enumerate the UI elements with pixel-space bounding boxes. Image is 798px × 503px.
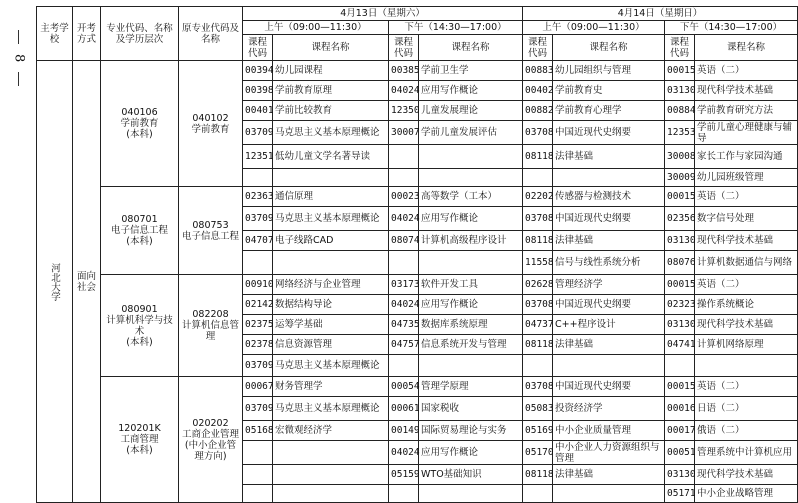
- course-name: 中国近现代史纲要: [553, 377, 665, 397]
- course-code: 03130: [665, 315, 695, 335]
- table-row: [37, 377, 798, 397]
- course-name: 现代科学技术基础: [695, 81, 798, 101]
- course-code: 00015: [665, 377, 695, 397]
- course-code: 00398: [243, 81, 273, 101]
- course-name: 操作系统概论: [695, 295, 798, 315]
- course-name: 国际贸易理论与实务: [419, 421, 523, 441]
- course-name: 运筹学基础: [273, 315, 389, 335]
- course-code: 03708: [523, 377, 553, 397]
- original-major-line: 电子信息工程: [181, 230, 239, 242]
- course-code: 30009: [665, 169, 695, 187]
- major-cell: [101, 61, 179, 187]
- course-code: [243, 485, 273, 503]
- course-name: 马克思主义基本原理概论: [273, 207, 389, 231]
- original-major-line: (中小企业管理方向): [184, 439, 237, 462]
- course-code: [389, 251, 419, 275]
- table-row: [37, 187, 798, 207]
- header-day1-am: 上午（09:00—11:30）: [243, 21, 389, 35]
- course-name: 应用写作概论: [419, 441, 523, 465]
- major-cell: [101, 275, 179, 377]
- course-name: 中国近现代史纲要: [553, 207, 665, 231]
- course-name: 中小企业人力资源组织与管理: [553, 441, 665, 465]
- course-code: [243, 465, 273, 485]
- course-code: 00061: [389, 397, 419, 421]
- course-code: 04741: [665, 335, 695, 355]
- course-name: 宏微观经济学: [273, 421, 389, 441]
- major-line: (本科): [126, 445, 153, 456]
- original-major-line: 工商企业管理: [181, 428, 239, 440]
- course-code: 00051: [665, 441, 695, 465]
- course-code: [389, 169, 419, 187]
- course-code: 03709: [243, 397, 273, 421]
- course-name: [419, 355, 523, 377]
- course-code: 00402: [523, 81, 553, 101]
- course-code: 02363: [243, 187, 273, 207]
- original-major-line: 020202: [192, 417, 229, 429]
- course-name: [273, 441, 389, 465]
- course-code: 05171: [665, 485, 695, 503]
- course-name: [553, 169, 665, 187]
- course-name: 学前教育原理: [273, 81, 389, 101]
- course-code: 04757: [389, 335, 419, 355]
- original-major-cell: [179, 275, 243, 377]
- original-major-line: 040102: [192, 112, 229, 124]
- course-name: 英语（二）: [695, 275, 798, 295]
- course-name: [419, 485, 523, 503]
- course-code: 04024: [389, 295, 419, 315]
- course-name: 电子线路CAD: [273, 231, 389, 251]
- course-name: 计算机高级程序设计: [419, 231, 523, 251]
- course-name: 法律基础: [553, 335, 665, 355]
- header-school: 主考学校: [37, 7, 73, 61]
- course-code: 12353: [665, 121, 695, 145]
- course-name: 家长工作与家园沟通: [695, 145, 798, 169]
- course-name: 英语（二）: [695, 61, 798, 81]
- course-name: 通信原理: [273, 187, 389, 207]
- course-code: 00015: [665, 275, 695, 295]
- course-name: 现代科学技术基础: [695, 465, 798, 485]
- header-original-major: 原专业代码及名称: [179, 7, 243, 61]
- course-name: 管理经济学: [553, 275, 665, 295]
- course-code: 05159: [389, 465, 419, 485]
- major-cell: [101, 187, 179, 275]
- major-cell: [101, 377, 179, 503]
- course-name: 英语（二）: [695, 377, 798, 397]
- course-name: 高等数学（工本）: [419, 187, 523, 207]
- header-course-name: 课程名称: [553, 35, 665, 61]
- course-name: 信息系统开发与管理: [419, 335, 523, 355]
- course-code: 04737: [523, 315, 553, 335]
- header-code: 课程代码: [243, 35, 273, 61]
- course-name: 软件开发工具: [419, 275, 523, 295]
- course-name: 马克思主义基本原理概论: [273, 121, 389, 145]
- course-name: 学前教育史: [553, 81, 665, 101]
- course-code: 00883: [523, 61, 553, 81]
- course-code: [665, 355, 695, 377]
- course-name: 法律基础: [553, 145, 665, 169]
- course-code: 12350: [389, 101, 419, 121]
- school-name: 河北大学: [37, 61, 73, 503]
- header-day-1: 4月13日（星期六）: [243, 7, 523, 21]
- course-code: 00385: [389, 61, 419, 81]
- major-line: 080701: [121, 214, 158, 225]
- course-name: C++程序设计: [553, 315, 665, 335]
- course-code: [389, 355, 419, 377]
- course-name: [273, 485, 389, 503]
- course-code: 30007: [389, 121, 419, 145]
- course-name: [419, 251, 523, 275]
- header-code: 课程代码: [665, 35, 695, 61]
- course-name: 管理学原理: [419, 377, 523, 397]
- course-name: 学前儿童心理健康与辅导: [695, 121, 798, 145]
- course-code: [243, 441, 273, 465]
- header-course-name: 课程名称: [419, 35, 523, 61]
- course-code: 08118: [523, 335, 553, 355]
- major-line: (本科): [126, 336, 153, 348]
- course-name: 数据结构导论: [273, 295, 389, 315]
- course-code: 08118: [523, 231, 553, 251]
- course-code: 03708: [523, 121, 553, 145]
- course-code: [523, 355, 553, 377]
- course-name: 幼儿园班级管理: [695, 169, 798, 187]
- header-code: 课程代码: [389, 35, 419, 61]
- course-name: 现代科学技术基础: [695, 315, 798, 335]
- course-name: 马克思主义基本原理概论: [273, 397, 389, 421]
- course-name: 应用写作概论: [419, 207, 523, 231]
- original-major-cell: [179, 377, 243, 503]
- schedule-body: [37, 61, 798, 503]
- course-code: 12351: [243, 145, 273, 169]
- course-code: 00067: [243, 377, 273, 397]
- course-code: [523, 169, 553, 187]
- course-name: 管理系统中计算机应用: [695, 441, 798, 465]
- table-row: [37, 61, 798, 81]
- course-code: 00017: [665, 421, 695, 441]
- course-name: 法律基础: [553, 465, 665, 485]
- course-code: 02378: [243, 335, 273, 355]
- header-day-2: 4月14日（星期日）: [523, 7, 798, 21]
- major-line: 电子信息工程: [110, 225, 168, 236]
- header-day2-am: 上午（09:00—11:30）: [523, 21, 665, 35]
- course-code: 02628: [523, 275, 553, 295]
- course-name: 计算机网络原理: [695, 335, 798, 355]
- course-code: 03708: [523, 295, 553, 315]
- course-code: 03130: [665, 465, 695, 485]
- course-name: 数字信号处理: [695, 207, 798, 231]
- course-name: 信号与线性系统分析: [553, 251, 665, 275]
- course-code: 08076: [665, 251, 695, 275]
- course-name: 儿童发展理论: [419, 101, 523, 121]
- course-code: 02202: [523, 187, 553, 207]
- course-code: 03130: [665, 81, 695, 101]
- course-name: [695, 355, 798, 377]
- course-name: 应用写作概论: [419, 295, 523, 315]
- course-code: 08074: [389, 231, 419, 251]
- course-code: 03709: [243, 121, 273, 145]
- course-name: 低幼儿童文学名著导读: [273, 145, 389, 169]
- major-line: 学前教育: [120, 118, 159, 129]
- original-major-line: 080753: [192, 219, 229, 231]
- header-course-name: 课程名称: [273, 35, 389, 61]
- header-day1-pm: 下午（14:30—17:00）: [389, 21, 523, 35]
- course-name: 学前卫生学: [419, 61, 523, 81]
- course-name: 中国近现代史纲要: [553, 121, 665, 145]
- course-name: 日语（二）: [695, 397, 798, 421]
- course-code: 00882: [523, 101, 553, 121]
- course-code: 00016: [665, 397, 695, 421]
- course-code: 04735: [389, 315, 419, 335]
- course-code: 00015: [665, 61, 695, 81]
- course-code: [243, 169, 273, 187]
- course-name: 应用写作概论: [419, 81, 523, 101]
- table-row: [37, 275, 798, 295]
- course-code: 04024: [389, 441, 419, 465]
- major-line: (本科): [126, 236, 153, 247]
- original-major-cell: [179, 187, 243, 275]
- course-code: 05083: [523, 397, 553, 421]
- major-line: 120201K: [118, 423, 161, 434]
- course-name: 学前教育研究方法: [695, 101, 798, 121]
- course-code: 03709: [243, 355, 273, 377]
- course-code: 04024: [389, 81, 419, 101]
- course-name: [553, 485, 665, 503]
- major-line: 计算机科学与技术: [106, 314, 173, 337]
- original-major-line: 学前教育: [191, 123, 230, 135]
- course-name: 幼儿园课程: [273, 61, 389, 81]
- header-exam-form: 开考方式: [73, 7, 101, 61]
- course-code: 00015: [665, 187, 695, 207]
- course-code: 00910: [243, 275, 273, 295]
- course-code: 05170: [523, 441, 553, 465]
- course-code: 04707: [243, 231, 273, 251]
- original-major-line: 082208: [192, 309, 229, 320]
- course-code: [243, 251, 273, 275]
- course-name: 传感器与检测技术: [553, 187, 665, 207]
- course-name: WTO基础知识: [419, 465, 523, 485]
- exam-form: 面向社会: [73, 61, 101, 503]
- original-major-line: 计算机信息管理: [181, 320, 239, 342]
- course-name: 中国近现代史纲要: [553, 295, 665, 315]
- course-code: 02375: [243, 315, 273, 335]
- major-line: 040106: [121, 107, 158, 118]
- header-major: 专业代码、名称及学历层次: [101, 7, 179, 61]
- course-name: 网络经济与企业管理: [273, 275, 389, 295]
- course-name: 英语（二）: [695, 187, 798, 207]
- course-code: 04024: [389, 207, 419, 231]
- header-course-name: 课程名称: [695, 35, 798, 61]
- course-code: 00149: [389, 421, 419, 441]
- major-line: 工商管理: [120, 434, 159, 445]
- course-name: 中小企业战略管理: [695, 485, 798, 503]
- course-name: 计算机数据通信与网络: [695, 251, 798, 275]
- course-name: 法律基础: [553, 231, 665, 251]
- header-day2-pm: 下午（14:30—17:00）: [665, 21, 798, 35]
- course-code: 03709: [243, 207, 273, 231]
- course-code: 11558: [523, 251, 553, 275]
- course-name: [273, 169, 389, 187]
- course-name: 俄语（二）: [695, 421, 798, 441]
- course-name: 信息资源管理: [273, 335, 389, 355]
- course-code: 02356: [665, 207, 695, 231]
- course-code: 02142: [243, 295, 273, 315]
- exam-schedule-table: [36, 6, 798, 503]
- course-code: 00054: [389, 377, 419, 397]
- course-name: 投资经济学: [553, 397, 665, 421]
- course-name: 学前教育心理学: [553, 101, 665, 121]
- course-code: 00884: [665, 101, 695, 121]
- header-code: 课程代码: [523, 35, 553, 61]
- course-name: 现代科学技术基础: [695, 231, 798, 251]
- course-name: 学前儿童发展评估: [419, 121, 523, 145]
- course-name: 数据库系统原理: [419, 315, 523, 335]
- course-name: 幼儿园组织与管理: [553, 61, 665, 81]
- major-line: (本科): [126, 129, 153, 140]
- course-name: 学前比较教育: [273, 101, 389, 121]
- course-code: 00023: [389, 187, 419, 207]
- course-name: 国家税收: [419, 397, 523, 421]
- course-code: 03173: [389, 275, 419, 295]
- course-code: 05169: [523, 421, 553, 441]
- course-name: 马克思主义基本原理概论: [273, 355, 389, 377]
- course-name: [553, 355, 665, 377]
- course-name: [419, 145, 523, 169]
- course-name: [419, 169, 523, 187]
- course-code: 03130: [665, 231, 695, 251]
- major-line: 080901: [121, 303, 158, 315]
- course-code: 03708: [523, 207, 553, 231]
- course-code: 30008: [665, 145, 695, 169]
- course-code: 08118: [523, 145, 553, 169]
- course-code: 02323: [665, 295, 695, 315]
- course-name: [273, 465, 389, 485]
- original-major-cell: [179, 61, 243, 187]
- course-name: [273, 251, 389, 275]
- course-code: 08118: [523, 465, 553, 485]
- course-code: [389, 145, 419, 169]
- course-name: 中小企业质量管理: [553, 421, 665, 441]
- course-code: 05168: [243, 421, 273, 441]
- course-code: [389, 485, 419, 503]
- course-code: 00401: [243, 101, 273, 121]
- course-code: [523, 485, 553, 503]
- page-number: 8: [8, 28, 30, 88]
- course-name: 财务管理学: [273, 377, 389, 397]
- course-code: 00394: [243, 61, 273, 81]
